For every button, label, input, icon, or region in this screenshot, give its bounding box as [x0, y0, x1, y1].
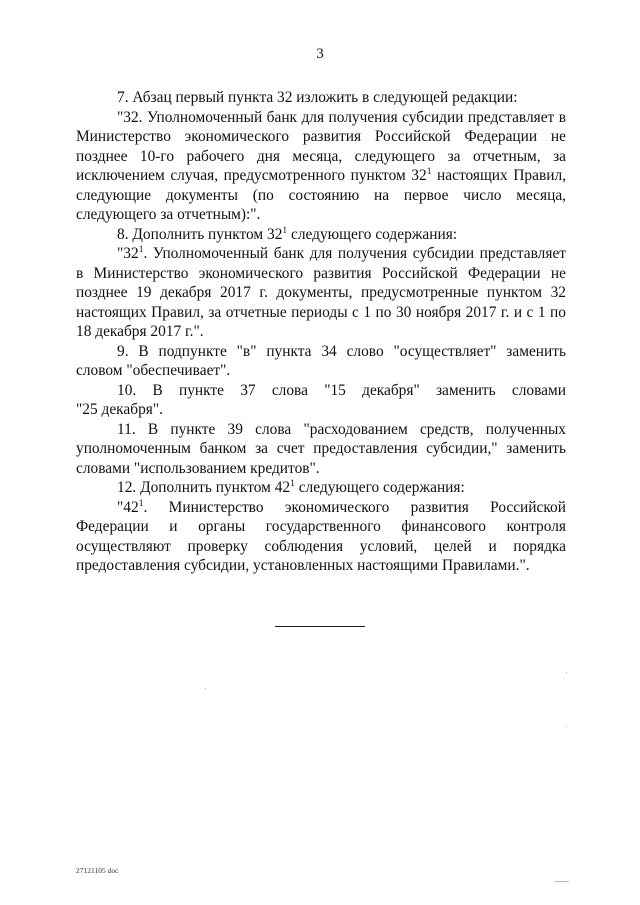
file-code: 27121105 doc [76, 866, 119, 875]
paragraph-p3 [76, 225, 566, 245]
paragraph-p5 [76, 342, 566, 381]
paragraph-p4 [76, 244, 566, 342]
superscript: 1 [138, 244, 144, 256]
superscript: 1 [138, 497, 144, 509]
paragraph-text: . Уполномоченный банк для получения субсидии представляет в Министерство экономического развития Российской Федерации не позднее 19 декабря 2017 г. документы, предусмотренные пунктом 32 настоящих Правил, за отчетные периоды с 1 по 30 ноября 2017 г. и с 1 по 18 декабря 2017 г.". [76, 245, 566, 340]
paragraph-text: настоящих Правил, следующие документы (по состоянию на первое число месяца, следующего за отчетным):". [76, 167, 566, 223]
paragraph-text: "25 декабря". [76, 401, 163, 418]
paragraph-p6 [76, 381, 566, 401]
page-number: 3 [316, 46, 324, 62]
paragraph-text: "32 [117, 245, 139, 262]
paragraph-text: следующего содержания: [294, 479, 465, 496]
paragraph-p7 [76, 420, 566, 479]
scan-speck [205, 688, 206, 689]
paragraph-text: 8. Дополнить пунктом 32 [117, 225, 283, 243]
superscript: 1 [290, 478, 295, 490]
paragraph-p2 [76, 108, 566, 225]
scan-speck [566, 672, 567, 673]
paragraph-p9 [76, 498, 566, 576]
paragraph-p6b [76, 400, 566, 420]
scan-speck [566, 726, 567, 727]
paragraph-p1 [76, 88, 566, 108]
paragraph-text: 9. В подпункте "в" пункта 34 слово "осуществляет" заменить словом "обеспечивает". [76, 342, 566, 379]
paragraph-text: 12. Дополнить пунктом 42 [117, 479, 291, 496]
paragraph-text: следующего содержания: [287, 225, 458, 243]
paragraph-text: "42 [117, 498, 139, 516]
paragraph-p8 [76, 478, 566, 498]
superscript: 1 [282, 224, 288, 236]
paragraph-text: "32. Уполномоченный банк для получения субсидии представляет в Министерство экономического развития Российской Федерации не позднее 10-го рабочего дня месяца, следующего за отчетным, за исключением случая, предусмотренного пунктом 32 [76, 108, 566, 184]
paragraph-text: . Министерство экономического развития Российской Федерации и органы государственного финансового контроля осуществляют проверку соблюдения условий, целей и порядка предоставления субсидии, установленных настоящими Правилами.". [76, 498, 566, 574]
paragraph-text: 10. В пункте 37 слова "15 декабря" заменить словами [117, 381, 566, 399]
paragraph-text: 7. Абзац первый пункта 32 изложить в следующей редакции: [117, 89, 518, 106]
superscript: 1 [426, 166, 432, 178]
end-separator-line [275, 626, 365, 627]
document-body [76, 88, 566, 576]
scan-speck [555, 881, 569, 882]
paragraph-text: 11. В пункте 39 слова "расходованием средств, полученных уполномоченным банком за счет предоставления субсидии," заменить словами "использованием кредитов". [76, 420, 566, 477]
